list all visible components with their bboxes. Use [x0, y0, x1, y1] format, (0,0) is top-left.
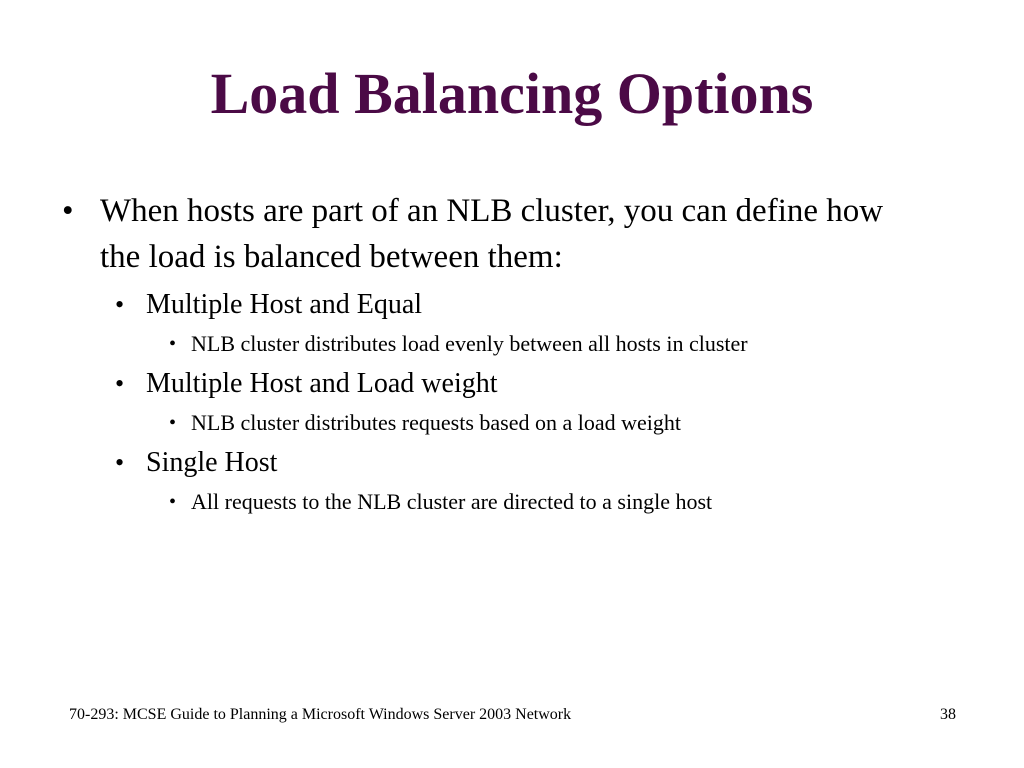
bullet-text: NLB cluster distributes load evenly between all hosts in cluster: [191, 331, 748, 356]
bullet-item-level3: [169, 408, 1024, 438]
bullet-text: Multiple Host and Equal: [146, 289, 423, 320]
bullet-dot: •: [169, 412, 177, 434]
bullet-dot: •: [169, 491, 177, 513]
footer-page-number: 38: [940, 706, 956, 723]
bullet-dot: •: [115, 369, 125, 398]
bullet-dot: •: [62, 193, 74, 229]
bullet-text: When hosts are part of an NLB cluster, you can define how the load is balanced between them:: [100, 193, 884, 275]
bullet-text: Multiple Host and Load weight: [146, 368, 498, 399]
bullet-text: Single Host: [146, 447, 278, 478]
bullet-item-level3: [169, 487, 1024, 517]
slide-title: Load Balancing Options: [210, 61, 814, 126]
footer-course-title: 70-293: MCSE Guide to Planning a Microsoft Windows Server 2003 Network: [69, 706, 572, 723]
bullet-dot: •: [115, 448, 125, 477]
bullet-dot: •: [169, 333, 177, 355]
bullet-item-level1: [62, 188, 900, 280]
bullet-text: All requests to the NLB cluster are directed to a single host: [191, 489, 713, 514]
bullet-dot: •: [115, 290, 125, 319]
bullet-text: NLB cluster distributes requests based on a load weight: [191, 410, 682, 435]
bullet-item-level2: [115, 365, 1024, 403]
bullet-item-level2: [115, 286, 1024, 324]
bullet-item-level3: [169, 329, 1024, 359]
bullet-item-level2: [115, 444, 1024, 482]
bullet-list: [0, 188, 1024, 517]
